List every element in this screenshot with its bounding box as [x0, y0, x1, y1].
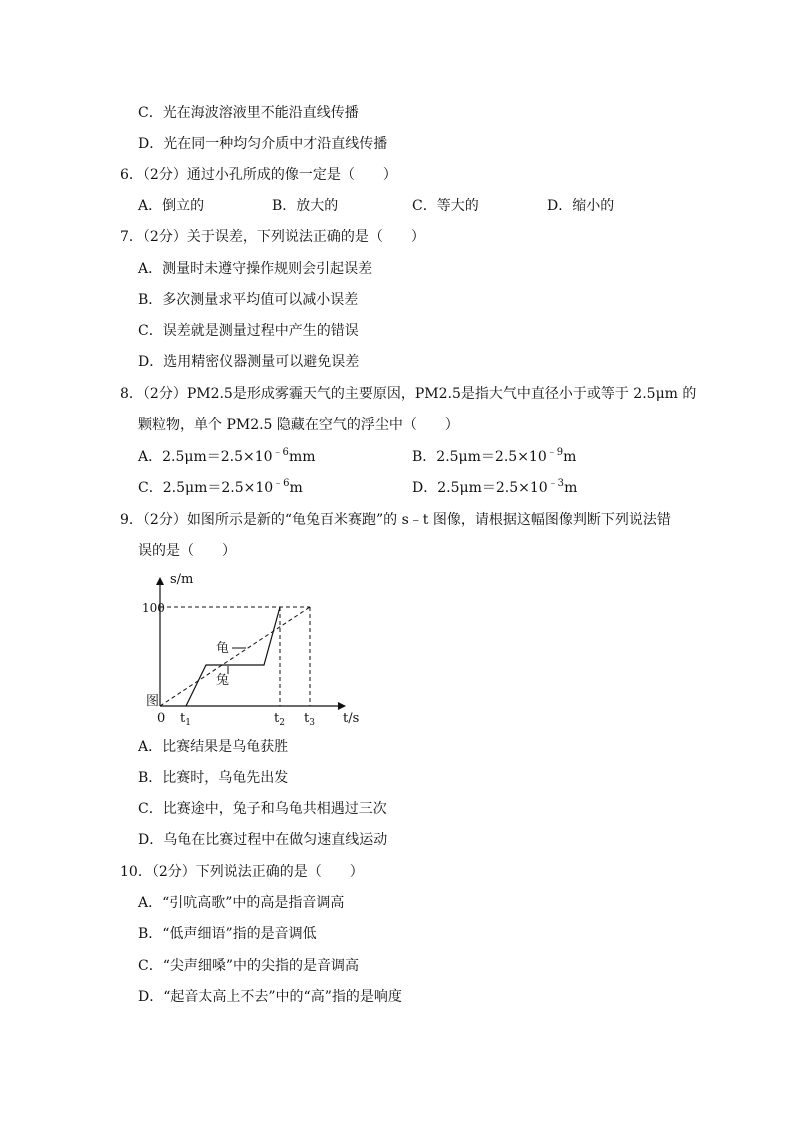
- q8-stem-line2: 颗粒物，单个 PM2.5 隐藏在空气的浮尘中（ ）: [138, 417, 459, 433]
- q7-option-d: D．选用精密仪器测量可以避免误差: [138, 354, 360, 370]
- q8-stem-line1: 8．（2分）PM2.5是形成雾霾天气的主要原因，PM2.5是指大气中直径小于或等于 2.5μm 的: [120, 386, 697, 402]
- q8-option-d-exponent: ﹣3: [547, 478, 565, 489]
- q8-option-a-unit: mm: [288, 449, 316, 465]
- q8-option-c-unit: m: [289, 480, 303, 496]
- rabbit-line: [186, 607, 280, 706]
- q8-option-b-unit: m: [563, 449, 577, 465]
- q8-option-a-exponent: ﹣6: [272, 447, 289, 458]
- y-tick-100: 100: [142, 601, 165, 615]
- q5-option-d: D．光在同一种均匀介质中才沿直线传播: [138, 136, 388, 152]
- q9-option-a: A．比赛结果是乌龟获胜: [138, 739, 289, 755]
- t1-sub: 1: [185, 718, 191, 726]
- origin-char-label: 图: [146, 694, 160, 709]
- q8-option-d: [412, 479, 577, 497]
- q10-stem: 10．（2分）下列说法正确的是（ ）: [120, 864, 364, 880]
- t1-base: t: [180, 711, 186, 726]
- q6-option-c: C．等大的: [412, 198, 479, 214]
- q8-option-c-base: C．2.5μm＝2.5×10: [138, 480, 274, 496]
- q6-option-b: B．放大的: [272, 198, 339, 214]
- t2-sub: 2: [279, 718, 285, 726]
- q5-option-c: C．光在海波溶液里不能沿直线传播: [138, 105, 359, 121]
- q10-option-a: A．“引吭高歌”中的高是指音调高: [138, 895, 345, 911]
- t2-label: [274, 711, 285, 726]
- q8-option-d-base: D．2.5μm＝2.5×10: [412, 480, 548, 496]
- t2-base: t: [274, 711, 280, 726]
- q9-option-d: D．乌龟在比赛过程中在做匀速直线运动: [138, 832, 388, 848]
- q8-option-c-exponent: ﹣6: [273, 478, 290, 489]
- q7-option-b: B．多次测量求平均值可以减小误差: [138, 292, 359, 308]
- q6-option-d: D．缩小的: [547, 198, 615, 214]
- t3-sub: 3: [309, 718, 315, 726]
- q8-option-b-exponent: ﹣9: [546, 447, 564, 458]
- q7-option-a: A．测量时未遵守操作规则会引起误差: [138, 261, 373, 277]
- q9-stem-line2: 误的是（ ）: [138, 543, 236, 559]
- q9-stem-line1: 9．（2分）如图所示是新的“龟兔百米赛跑”的 s﹣t 图像，请根据这幅图像判断下列说法错: [120, 512, 671, 528]
- q7-stem: 7．（2分）关于误差，下列说法正确的是（ ）: [120, 229, 425, 245]
- q9-st-graph-svg: [140, 566, 370, 726]
- rabbit-label: 兔: [216, 673, 230, 688]
- q9-st-graph: [140, 566, 370, 726]
- q8-option-d-unit: m: [564, 480, 578, 496]
- q9-option-c: C．比赛途中，兔子和乌龟共相遇过三次: [138, 801, 387, 817]
- t3-base: t: [304, 711, 310, 726]
- q10-option-c: C．“尖声细嗓”中的尖指的是音调高: [138, 958, 360, 974]
- q8-option-b-base: B．2.5μm＝2.5×10: [412, 449, 547, 465]
- x-axis-label: t/s: [343, 711, 360, 726]
- q8-option-a: [138, 448, 316, 466]
- turtle-label: 龟: [216, 641, 230, 656]
- t1-label: [180, 711, 191, 726]
- q9-option-b: B．比赛时，乌龟先出发: [138, 770, 289, 786]
- q10-option-b: B．“低声细语”指的是音调低: [138, 926, 317, 942]
- q6-option-a: A．倒立的: [138, 198, 205, 214]
- q6-stem: 6．（2分）通过小孔所成的像一定是（ ）: [120, 167, 397, 183]
- q8-option-c: [138, 479, 303, 497]
- origin-label: 0: [157, 711, 166, 726]
- y-axis-label: s/m: [170, 572, 194, 587]
- q8-option-b: [412, 448, 576, 466]
- q7-option-c: C．误差就是测量过程中产生的错误: [138, 323, 359, 339]
- turtle-line: [160, 607, 310, 706]
- q8-option-a-base: A．2.5μm＝2.5×10: [138, 449, 273, 465]
- t3-label: [304, 711, 315, 726]
- q10-option-d: D．“起音太高上不去”中的“高”指的是响度: [138, 989, 402, 1005]
